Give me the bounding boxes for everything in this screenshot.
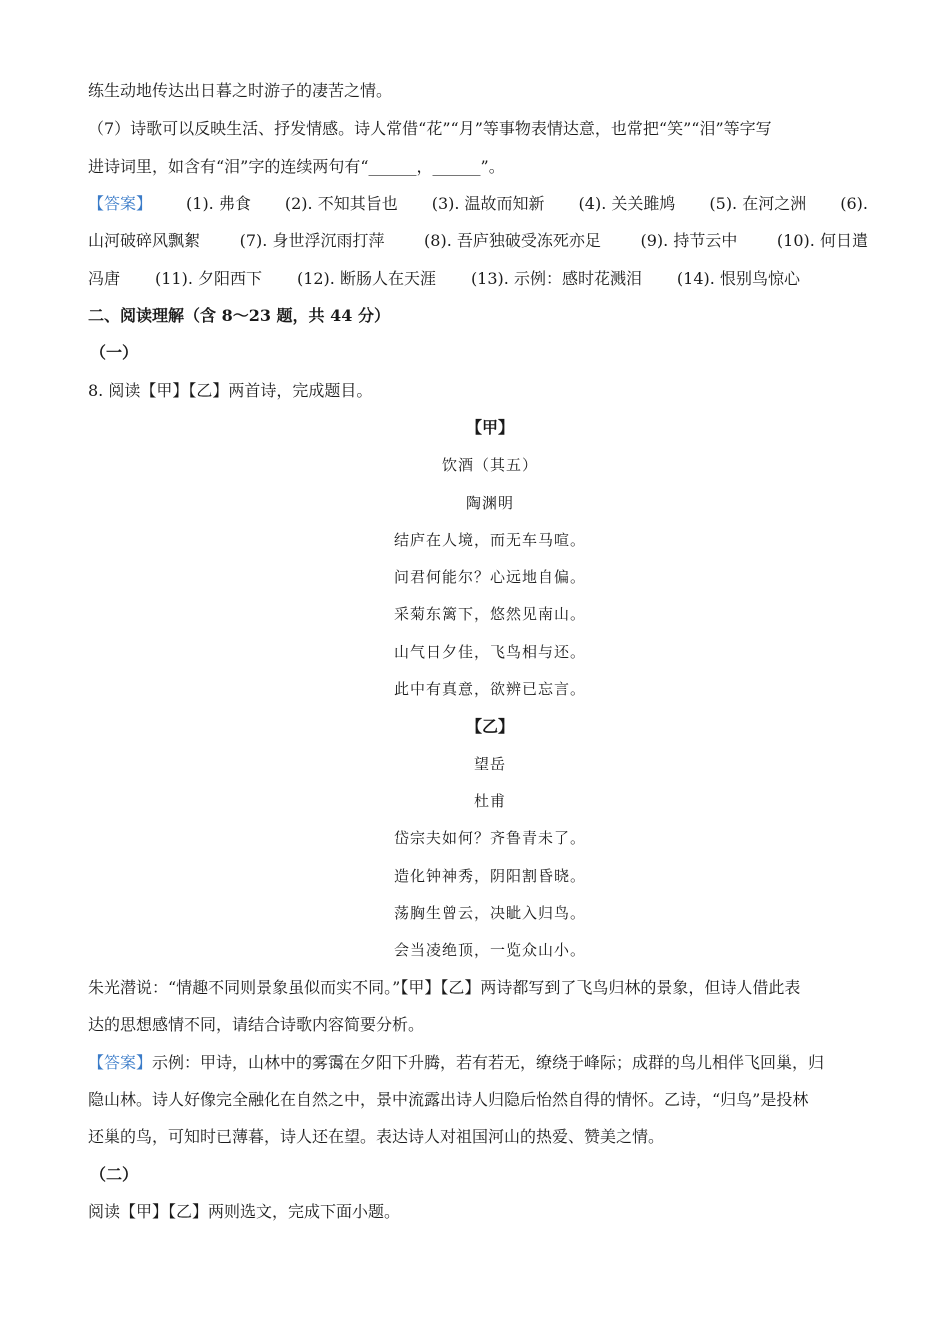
answer-item: 冯唐 bbox=[88, 269, 121, 288]
question-8-prompt: 8. 阅读【甲】【乙】两首诗，完成题目。 bbox=[88, 381, 373, 400]
answer-item: (8). 吾庐独破受冻死亦足 bbox=[424, 231, 601, 250]
answer-item: (1). 弗食 bbox=[186, 194, 251, 213]
section-heading: 二、阅读理解（含 8～23 题，共 44 分） bbox=[88, 306, 390, 325]
poem-a-line: 采菊东篱下，悠然见南山。 bbox=[393, 605, 586, 623]
poem-b-line: 岱宗夫如何？齐鲁青未了。 bbox=[393, 829, 586, 847]
answer-tag: 【答案】 bbox=[88, 194, 153, 213]
poem-b-title: 望岳 bbox=[473, 755, 506, 773]
poem-b-line: 荡胸生曾云，决眦入归鸟。 bbox=[393, 904, 586, 922]
answer-item: (2). 不知其旨也 bbox=[284, 194, 398, 213]
poem-a-author: 陶渊明 bbox=[465, 494, 514, 512]
poem-a-label: 【甲】 bbox=[465, 418, 514, 437]
answer-item: (9). 持节云中 bbox=[640, 231, 738, 250]
answer-item: (10). 何日遣 bbox=[776, 231, 868, 250]
question-8-text: 朱光潜说：“情趣不同则景象虽似而实不同。”【甲】【乙】两诗都写到了飞鸟归林的景象，但诗人借此表 bbox=[88, 978, 801, 997]
answer-tag: 【答案】 bbox=[88, 1053, 153, 1072]
poem-a-title: 饮酒（其五） bbox=[441, 456, 538, 474]
answer-row bbox=[88, 230, 868, 252]
answer-item: 山河破碎风飘絮 bbox=[88, 231, 201, 250]
answer-item: (14). 恨别鸟惊心 bbox=[676, 269, 800, 288]
question-7-line: 进诗词里，如含有“泪”字的连续两句有“______，______”。 bbox=[88, 157, 505, 176]
part-2-instruction: 阅读【甲】【乙】两则选文，完成下面小题。 bbox=[88, 1202, 401, 1221]
answer-line: 还巢的鸟，可知时已薄暮，诗人还在望。表达诗人对祖国河山的热爱、赞美之情。 bbox=[88, 1127, 665, 1146]
part-label: （一） bbox=[90, 343, 139, 362]
answer-item: (5). 在河之洲 bbox=[709, 194, 807, 213]
text-line: 练生动地传达出日暮之时游子的凄苦之情。 bbox=[88, 81, 393, 100]
poem-a-line: 此中有真意，欲辨已忘言。 bbox=[393, 680, 586, 698]
poem-b-author: 杜甫 bbox=[473, 792, 506, 810]
answer-item: (7). 身世浮沉雨打萍 bbox=[239, 231, 385, 250]
poem-a-line: 山气日夕佳，飞鸟相与还。 bbox=[393, 643, 586, 661]
answer-item: (11). 夕阳西下 bbox=[154, 269, 262, 288]
answer-row bbox=[88, 193, 868, 215]
question-8-text: 达的思想感情不同，请结合诗歌内容简要分析。 bbox=[88, 1015, 425, 1034]
poem-b-line: 会当凌绝顶，一览众山小。 bbox=[393, 941, 586, 959]
question-7-line: （7）诗歌可以反映生活、抒发情感。诗人常借“花”“月”等事物表情达意，也常把“笑”“泪”等字写 bbox=[88, 119, 772, 138]
answer-line: 隐山林。诗人好像完全融化在自然之中，景中流露出诗人归隐后怡然自得的情怀。乙诗，“归鸟”是投林 bbox=[88, 1090, 809, 1109]
answer-row bbox=[88, 268, 800, 290]
part-label: （二） bbox=[90, 1165, 139, 1184]
answer-item: (13). 示例：感时花溅泪 bbox=[470, 269, 642, 288]
answer-line bbox=[88, 1052, 824, 1074]
answer-text: 示例：甲诗，山林中的雾霭在夕阳下升腾，若有若无，缭绕于峰际；成群的鸟儿相伴飞回巢，归 bbox=[152, 1053, 825, 1072]
poem-b-label: 【乙】 bbox=[465, 717, 514, 736]
answer-item: (4). 关关雎鸠 bbox=[578, 194, 676, 213]
answer-item: (6). bbox=[840, 194, 868, 213]
answer-item: (3). 温故而知新 bbox=[431, 194, 545, 213]
poem-b-line: 造化钟神秀，阴阳割昏晓。 bbox=[393, 867, 586, 885]
answer-item: (12). 断肠人在天涯 bbox=[296, 269, 436, 288]
poem-a-line: 问君何能尔？心远地自偏。 bbox=[393, 568, 586, 586]
poem-a-line: 结庐在人境，而无车马喧。 bbox=[393, 531, 586, 549]
